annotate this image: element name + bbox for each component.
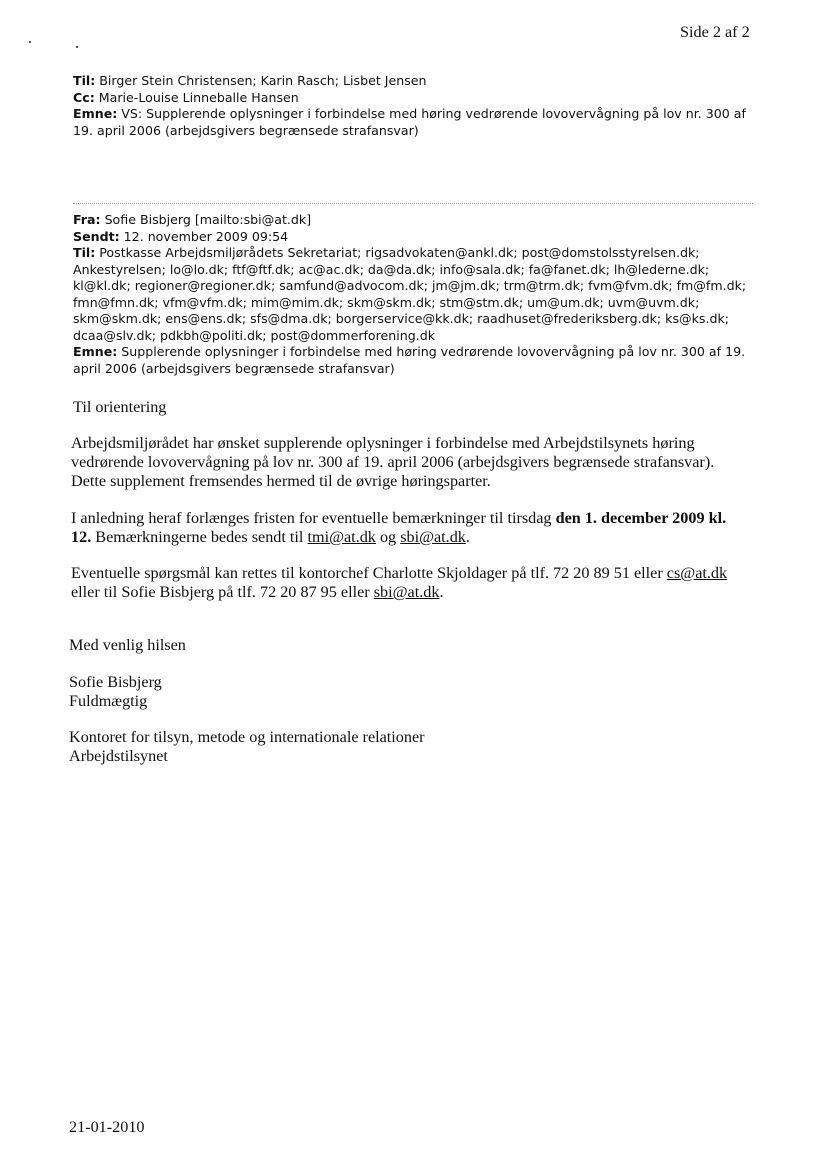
forwarded-header (73, 212, 746, 377)
from-label: Fra: (73, 212, 101, 227)
paragraph-1 (71, 434, 714, 491)
paragraph-text: . (439, 583, 444, 601)
to-row (73, 245, 746, 262)
paragraph-text: Eventuelle spørgsmål kan rettes til kontorchef Charlotte Skjoldager på tlf. 72 20 89 51 eller (71, 564, 667, 582)
paragraph-line (71, 564, 727, 583)
sent-label: Sendt: (73, 228, 120, 244)
paragraph-line: vedrørende lovovervågning på lov nr. 300 af 19. april 2006 (arbejdsgivers begrænsede strafansvar). (71, 453, 715, 471)
paragraph-text: og (375, 528, 401, 546)
footer-date: 21-01-2010 (69, 1118, 145, 1136)
cc-label: Cc: (73, 89, 95, 105)
from-value: Sofie Bisbjerg [mailto:sbi@at.dk] (104, 212, 312, 227)
to-label: Til: (73, 245, 96, 260)
deadline-text: 12. (71, 528, 92, 546)
paragraph-line (71, 528, 726, 547)
to-value: Postkasse Arbejdsmiljørådets Sekretariat; rigsadvokaten@ankl.dk; post@domstolsstyrelsen.dk; (99, 245, 700, 260)
separator-line (73, 203, 753, 204)
subject-row-cont: 19. april 2006 (arbejdsgivers begrænsede strafansvar) (73, 122, 419, 138)
to-row-cont: fmn@fmn.dk; vfm@vfm.dk; mim@mim.dk; skm@skm.dk; stm@stm.dk; um@um.dk; uvm@uvm.dk; (73, 294, 700, 310)
page-number: Side 2 af 2 (680, 23, 750, 41)
email-header (73, 73, 746, 139)
office-name: Kontoret for tilsyn, metode og internationale relationer (69, 728, 425, 746)
paragraph-line: Dette supplement fremsendes hermed til de øvrige høringsparter. (71, 472, 491, 490)
subject-row-cont: april 2006 (arbejdsgivers begrænsede strafansvar) (73, 360, 395, 376)
subject-value: VS: Supplerende oplysninger i forbindelse med høring vedrørende lovovervågning på lov nr. 300 af (121, 106, 746, 121)
paragraph-line (71, 583, 727, 602)
office-block (69, 728, 425, 766)
subject-row (73, 106, 746, 123)
email-link-sbi[interactable]: sbi@at.dk (373, 583, 440, 601)
signature-title: Fuldmægtig (69, 692, 148, 710)
sent-row (73, 229, 746, 246)
paragraph-text: Bemærkningerne bedes sendt til (91, 528, 308, 546)
email-link-tmi[interactable]: tmi@at.dk (307, 528, 376, 546)
paragraph-3 (71, 564, 727, 602)
from-row (73, 212, 746, 229)
sent-value: 12. november 2009 09:54 (123, 228, 289, 244)
organization-name: Arbejdstilsynet (69, 747, 168, 765)
to-value: Birger Stein Christensen; Karin Rasch; Lisbet Jensen (99, 73, 427, 88)
paragraph-line (71, 509, 726, 528)
paragraph-text: I anledning heraf forlænges fristen for eventuelle bemærkninger til tirsdag (71, 509, 556, 527)
to-row-cont: dcaa@slv.dk; pdkbh@politi.dk; post@dommerforening.dk (73, 327, 436, 343)
signature (69, 673, 162, 711)
email-link-cs[interactable]: cs@at.dk (666, 564, 728, 582)
paragraph-text: eller til Sofie Bisbjerg på tlf. 72 20 87 95 eller (71, 583, 374, 601)
to-label: Til: (73, 73, 96, 88)
paragraph-line: Arbejdsmiljørådet har ønsket supplerende oplysninger i forbindelse med Arbejdstilsynets høring (71, 434, 695, 452)
signature-name: Sofie Bisbjerg (69, 673, 162, 691)
scan-dot (29, 41, 31, 43)
to-row-cont: Ankestyrelsen; lo@lo.dk; ftf@ftf.dk; ac@ac.dk; da@da.dk; info@sala.dk; fa@fanet.dk; lh@lederne.dk; (73, 261, 710, 277)
to-row-cont: skm@skm.dk; ens@ens.dk; sfs@dma.dk; borgerservice@kk.dk; raadhuset@frederiksberg.dk; ks@ks.dk; (73, 311, 729, 326)
scan-dot (76, 46, 78, 48)
subject-label: Emne: (73, 106, 118, 121)
closing: Med venlig hilsen (69, 636, 186, 654)
paragraph-text: . (465, 528, 470, 546)
paragraph-2 (71, 509, 726, 547)
greeting: Til orientering (73, 398, 167, 416)
cc-value: Marie-Louise Linneballe Hansen (98, 89, 299, 105)
to-row (73, 73, 746, 90)
email-link-sbi[interactable]: sbi@at.dk (400, 528, 466, 546)
to-row-cont: kl@kl.dk; regioner@regioner.dk; samfund@advocom.dk; jm@jm.dk; trm@trm.dk; fvm@fvm.dk; fm@fm.dk; (73, 278, 747, 293)
subject-value: Supplerende oplysninger i forbindelse med høring vedrørende lovovervågning på lov nr. 300 af 19. (121, 344, 746, 359)
subject-row (73, 344, 746, 361)
subject-label: Emne: (73, 344, 118, 359)
deadline-text: den 1. december 2009 kl. (555, 509, 727, 527)
cc-row (73, 90, 746, 107)
